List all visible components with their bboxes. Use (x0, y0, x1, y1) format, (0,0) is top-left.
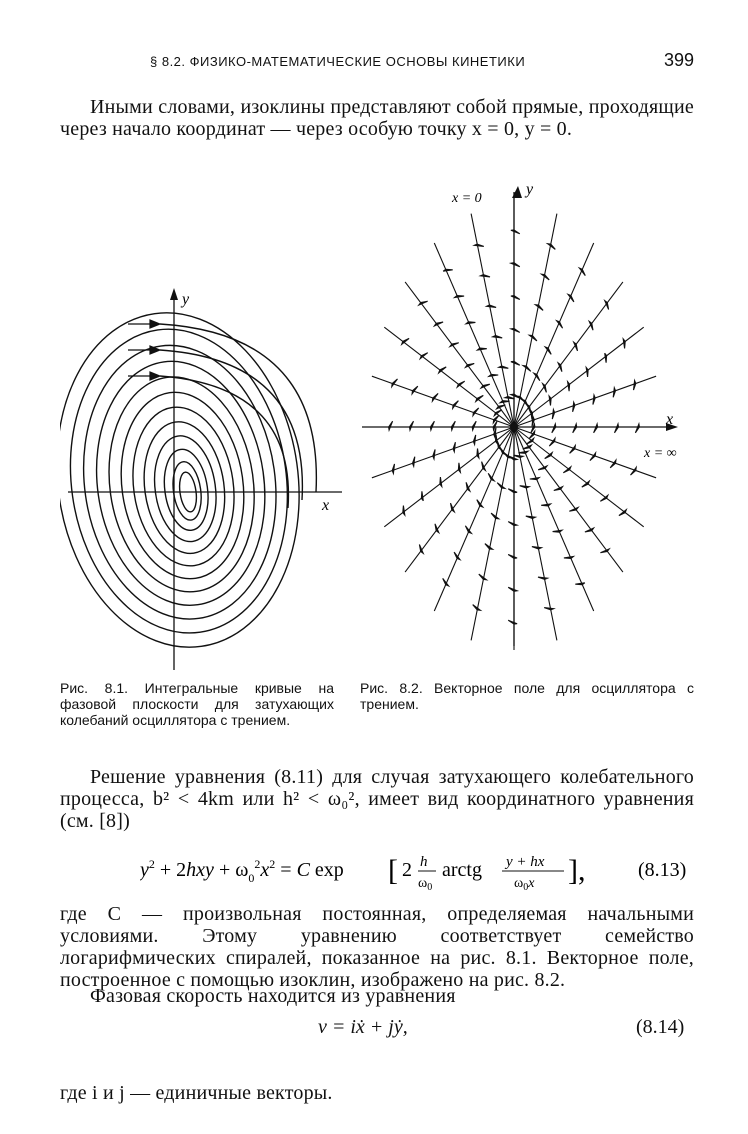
field-arrow (440, 477, 442, 486)
field-arrow (508, 620, 517, 624)
field-arrow (594, 424, 598, 433)
field-arrow (593, 395, 595, 405)
spiral-turn (170, 460, 205, 522)
svg-text:[: [ (388, 854, 398, 887)
field-arrow (526, 516, 536, 518)
field-arrow (489, 374, 498, 376)
field-arrow (392, 464, 394, 474)
field-arrow (410, 421, 414, 430)
field-arrow (451, 421, 455, 430)
field-arrow (487, 305, 497, 307)
field-arrow (497, 483, 505, 489)
svg-text:2: 2 (402, 859, 412, 881)
field-arrow (508, 587, 517, 591)
spiral-turn (159, 446, 213, 533)
field-arrow (573, 402, 575, 412)
field-arrow (613, 388, 615, 398)
field-arrow (479, 574, 487, 580)
field-arrow (403, 506, 405, 515)
field-arrow (573, 424, 577, 433)
field-arrow (564, 557, 574, 559)
field-arrow (430, 421, 434, 430)
field-arrow (421, 491, 423, 501)
field-arrow (508, 522, 517, 526)
field-arrow (472, 421, 476, 430)
field-arrow (553, 530, 562, 532)
field-arrow (458, 463, 460, 473)
field-arrow (473, 605, 481, 611)
figure-8-1 (60, 282, 350, 672)
entry-arrows (128, 320, 160, 380)
field-arrow (634, 381, 636, 391)
field-arrow (511, 263, 520, 267)
svg-text:y2 + 2hxy + ω02x2 = C exp: $y^2 + 2hxy + \omega_0^2x^2 = C$ exp (140, 857, 344, 885)
field-arrow (477, 449, 479, 459)
paragraph-5: где i и j — единичные векторы. (60, 1082, 333, 1104)
field-arrow (500, 401, 510, 403)
equation-8-13 (140, 846, 700, 894)
field-arrow (474, 244, 484, 246)
paragraph-3: где C — произвольная постоянная, определяемая начальными условиями. Этому уравнению соответствует семейство логарифмических спиралей, показанное на рис. 8.1. Векторное поле, построенное с помощью изоклин, изображено на рис. 8.2. (60, 903, 694, 991)
paragraph-2: Решение уравнения (8.11) для случая затухающего колебательного процесса, b² < 4km или h² < ω₀², имеет вид координатного уравнения (см. [8]) (60, 766, 694, 832)
field-arrow (473, 435, 475, 445)
field-arrow (552, 424, 556, 433)
figure-8-1-caption: Рис. 8.1. Интегральные кривые на фазовой плоскости для затухающих колебаний осциллятора с трением. (60, 680, 334, 728)
paragraph-1: Иными словами, изоклины представляют собой прямые, проходящие через начало координат — через особую точку x = 0, y = 0. (60, 96, 694, 140)
field-arrow (575, 583, 585, 585)
svg-text:h: h (420, 854, 428, 870)
field-arrow (485, 544, 493, 550)
field-arrow (605, 353, 607, 363)
field-arrow (635, 424, 639, 433)
svg-text:ω0x: $\omega_0x$ (514, 876, 535, 893)
field-arrow (508, 555, 517, 559)
field-arrow (531, 410, 533, 419)
field-arrow (538, 577, 548, 579)
field-arrow (499, 366, 509, 368)
field-arrow (541, 504, 550, 506)
field-arrow (518, 451, 528, 453)
field-arrow (532, 547, 542, 549)
paragraph-4: Фазовая скорость находится из уравнения (90, 985, 456, 1007)
field-arrow (433, 449, 435, 459)
fig2-y-label: y (526, 181, 534, 198)
field-arrow (455, 296, 465, 298)
field-arrow (586, 368, 588, 377)
page-number: 399 (664, 50, 695, 70)
field-arrow (443, 269, 453, 271)
svg-text:arctg: arctg (442, 859, 482, 881)
field-arrow (511, 296, 520, 300)
spiral-curves (60, 297, 320, 663)
svg-text:ω0: $\omega_0$ (418, 876, 433, 893)
figure-8-2 (352, 180, 692, 650)
field-arrow (505, 397, 515, 399)
field-arrow (623, 339, 625, 349)
fig1-y-label: y (182, 291, 190, 308)
field-arrow (548, 244, 556, 250)
field-arrow (493, 336, 503, 338)
field-arrow (413, 457, 415, 467)
fig2-x-label: x (666, 411, 674, 428)
spiral-turn (148, 432, 222, 546)
field-arrow (466, 322, 475, 324)
field-arrow (535, 305, 543, 311)
field-arrow (514, 455, 524, 457)
fig2-xinf-label: x = ∞ (644, 446, 677, 461)
eq-8-14-number: (8.14) (636, 1016, 685, 1038)
svg-text:y + hx: y + hx (506, 854, 545, 870)
field-arrow (544, 608, 554, 610)
y-axis-arrow (170, 288, 178, 300)
fig2-x0-label: x = 0 (452, 191, 482, 206)
eq-8-13-number: (8.13) (638, 859, 687, 881)
field-arrow (568, 382, 570, 392)
field-arrow (481, 275, 491, 277)
field-arrow (511, 328, 520, 332)
equation-8-14: v = iẋ + jẏ, (318, 1016, 408, 1038)
field-arrow (523, 366, 531, 372)
field-arrow (491, 513, 499, 519)
figure-8-2-caption: Рис. 8.2. Векторное поле для осциллятора с трением. (360, 680, 694, 712)
field-arrow (508, 489, 517, 493)
field-arrow (520, 486, 530, 488)
field-arrow (615, 424, 619, 433)
field-arrow (542, 274, 550, 280)
fig1-x-label: x (322, 497, 330, 514)
field-arrow (389, 421, 393, 430)
field-arrow (511, 230, 520, 234)
spiral-turn (81, 350, 280, 616)
field-arrow (549, 396, 551, 406)
singular-point (510, 423, 518, 431)
spiral-turn (60, 297, 320, 663)
field-arrow (496, 434, 498, 443)
svg-text:],: ], (568, 854, 586, 887)
field-arrow (529, 335, 537, 341)
field-arrow (552, 410, 554, 420)
field-arrow (477, 348, 486, 350)
running-title: § 8.2. ФИЗИКО-МАТЕМАТИЧЕСКИЕ ОСНОВЫ КИНЕТИКИ (150, 54, 526, 69)
field-arrow (511, 361, 520, 365)
field-arrow (453, 442, 455, 452)
field-arrow (530, 478, 539, 480)
